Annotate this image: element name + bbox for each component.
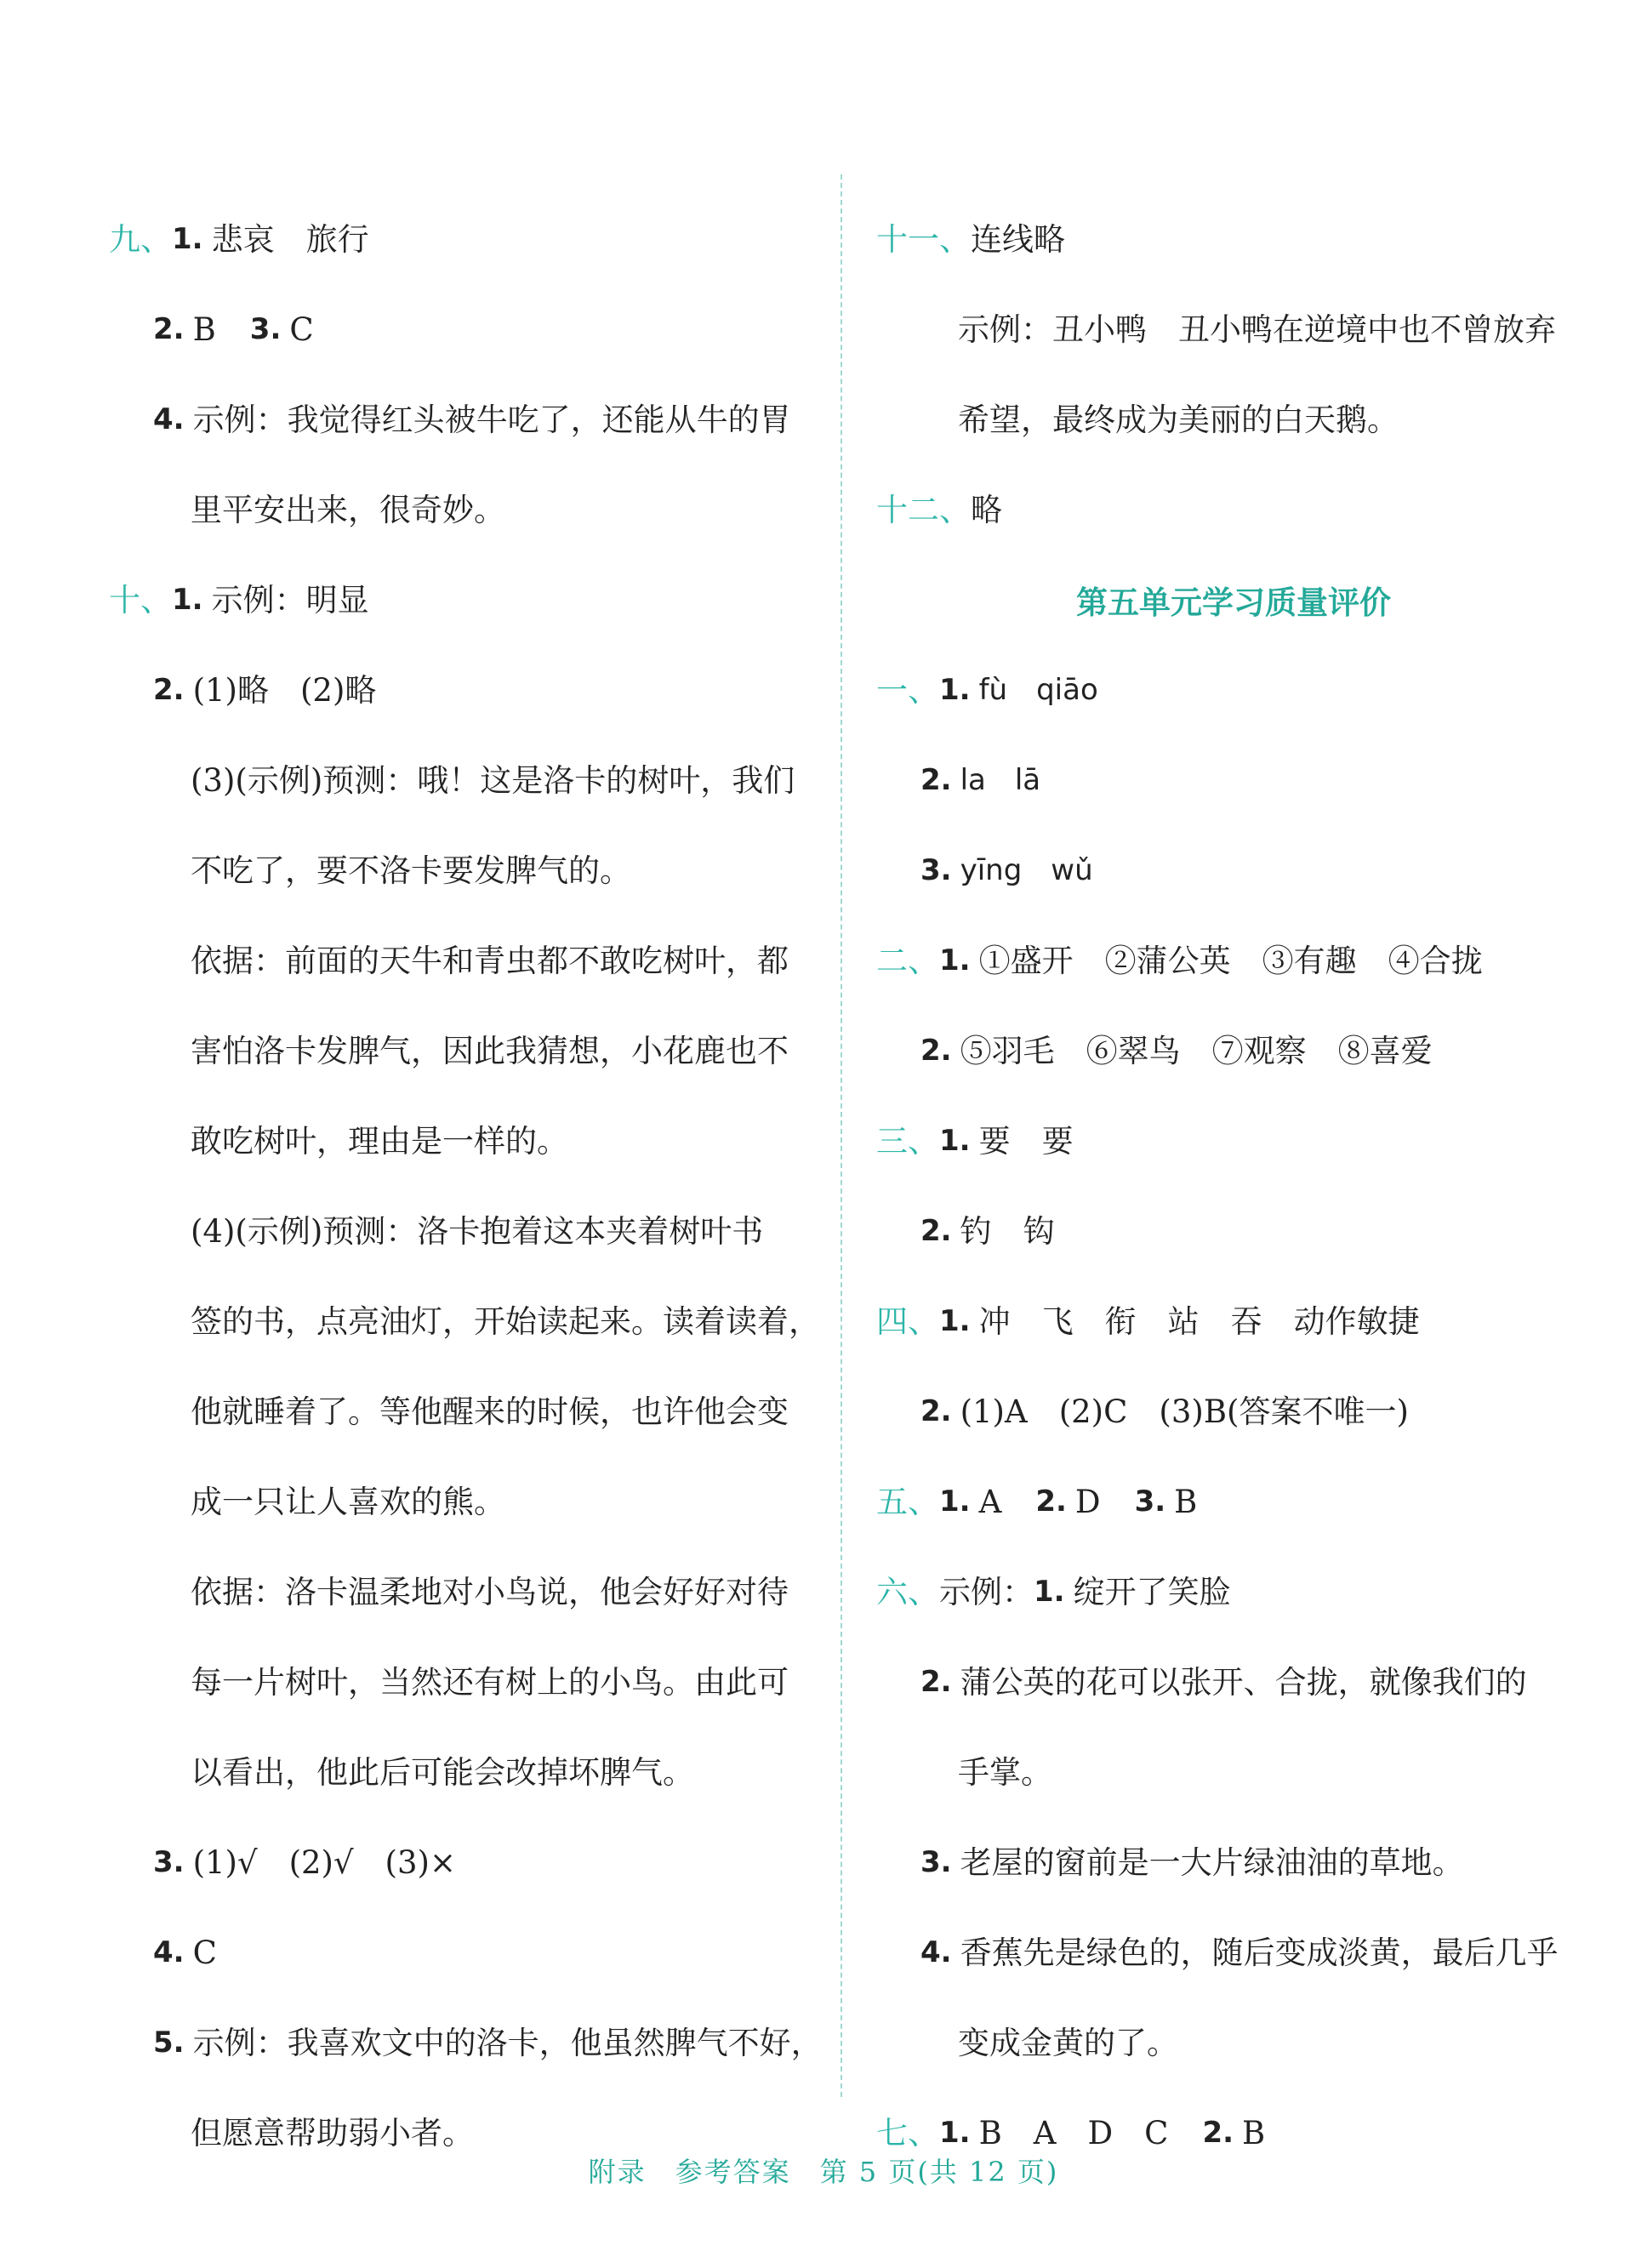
item-number: 2.	[920, 1665, 952, 1699]
answer-line	[109, 1096, 824, 1186]
answer-text: yīng wǔ	[960, 853, 1093, 887]
answer-line	[109, 1456, 824, 1547]
answer-text: B	[192, 311, 216, 348]
column-divider	[841, 174, 842, 2097]
answer-line	[109, 1997, 824, 2088]
item-number: 2.	[920, 1034, 952, 1068]
answer-line	[876, 194, 1591, 284]
item-number: 1.	[939, 673, 971, 707]
item-number: 4.	[153, 1935, 185, 1969]
answer-text: D	[1074, 1483, 1101, 1520]
question-marker: 五、	[876, 1483, 939, 1520]
answer-line	[109, 194, 824, 284]
answer-line	[109, 1547, 824, 1637]
answer-line	[876, 915, 1591, 1006]
answer-text: (4)(示例)预测：洛卡抱着这本夹着树叶书	[191, 1212, 764, 1250]
question-marker: 十、	[109, 581, 172, 618]
answer-text: 害怕洛卡发脾气，因此我猜想，小花鹿也不	[191, 1032, 789, 1069]
answer-line	[109, 825, 824, 915]
answer-line	[109, 284, 824, 374]
answer-text: 成一只让人喜欢的熊。	[191, 1483, 505, 1520]
item-number: 1.	[939, 1304, 971, 1338]
question-marker: 四、	[876, 1302, 939, 1340]
answer-text: (1)A (2)C (3)B(答案不唯一)	[960, 1393, 1409, 1430]
item-number: 2.	[153, 312, 185, 346]
answer-line	[876, 1456, 1591, 1547]
answer-text: 依据：洛卡温柔地对小鸟说，他会好好对待	[191, 1573, 789, 1610]
answer-line	[876, 464, 1591, 555]
answer-line	[109, 464, 824, 555]
answer-text: 敢吃树叶，理由是一样的。	[191, 1122, 568, 1160]
answer-text: 悲哀 旅行	[211, 220, 369, 258]
item-number: 2.	[920, 1394, 952, 1428]
answer-line	[109, 1727, 824, 1817]
answer-line	[109, 1006, 824, 1096]
item-number: 3.	[153, 1845, 185, 1879]
answer-text: 签的书，点亮油灯，开始读起来。读着读着，	[191, 1302, 820, 1340]
answer-text: 手掌。	[958, 1753, 1052, 1791]
item-number: 3.	[1134, 1484, 1166, 1519]
item-number: 3.	[249, 312, 282, 346]
answer-text: 蒲公英的花可以张开、合拢，就像我们的	[960, 1663, 1527, 1701]
answer-text: C	[192, 1934, 217, 1971]
answer-text: 变成金黄的了。	[958, 2024, 1178, 2061]
answer-line	[109, 915, 824, 1006]
answer-line	[876, 1997, 1591, 2088]
answer-text: 每一片树叶，当然还有树上的小鸟。由此可	[191, 1663, 789, 1701]
answer-line	[109, 1907, 824, 1997]
item-number: 2.	[920, 1214, 952, 1248]
answer-text: 不吃了，要不洛卡要发脾气的。	[191, 852, 631, 889]
answer-text: 钓 钩	[960, 1212, 1055, 1250]
question-marker: 九、	[109, 220, 172, 258]
answer-text: 以看出，他此后可能会改掉坏脾气。	[191, 1753, 694, 1791]
answer-line	[876, 1186, 1591, 1276]
left-column	[109, 194, 824, 2178]
question-marker: 七、	[876, 2114, 939, 2151]
answer-text: (1)√ (2)√ (3)×	[192, 1843, 456, 1881]
answer-line	[876, 735, 1591, 825]
item-number: 1.	[1034, 1575, 1065, 1609]
answer-line	[109, 735, 824, 825]
answer-text: (3)(示例)预测：哦！这是洛卡的树叶，我们	[191, 761, 795, 799]
answer-line	[876, 1817, 1591, 1907]
question-marker: 六、	[876, 1573, 939, 1610]
item-number: 1.	[939, 943, 971, 977]
answer-text: ①盛开 ②蒲公英 ③有趣 ④合拢	[978, 942, 1483, 979]
answer-text: 示例：我喜欢文中的洛卡，他虽然脾气不好，	[192, 2024, 823, 2061]
answer-text: 示例：明显	[211, 581, 369, 618]
answer-text: B	[1242, 2114, 1266, 2151]
answer-text: A	[978, 1483, 1002, 1520]
answer-line	[109, 555, 824, 645]
answer-text: 香蕉先是绿色的，随后变成淡黄，最后几乎	[960, 1934, 1559, 1971]
item-number: 1.	[939, 1484, 971, 1519]
answer-line	[876, 1276, 1591, 1366]
answer-text: fù qiāo	[978, 673, 1098, 707]
answer-text: 绽开了笑脸	[1073, 1573, 1231, 1610]
item-number: 2.	[920, 763, 952, 797]
answer-line	[876, 1547, 1591, 1637]
question-marker: 十一、	[876, 220, 971, 258]
answer-text: 连线略	[971, 220, 1065, 258]
answer-text: 略	[971, 491, 1002, 528]
answer-line	[876, 645, 1591, 735]
item-number: 1.	[172, 222, 203, 256]
right-column	[876, 194, 1591, 2178]
answer-text: 示例：我觉得红头被牛吃了，还能从牛的胃	[192, 401, 791, 438]
answer-text: B A D C	[978, 2114, 1169, 2151]
answer-line	[876, 284, 1591, 374]
answer-text: la lā	[960, 763, 1041, 797]
question-marker: 三、	[876, 1122, 939, 1160]
question-marker: 十二、	[876, 491, 971, 528]
answer-text: 冲 飞 衔 站 吞 动作敏捷	[978, 1302, 1420, 1340]
answer-line	[109, 1637, 824, 1727]
question-marker: 一、	[876, 671, 939, 709]
answer-line	[876, 1907, 1591, 1997]
answer-text: 但愿意帮助弱小者。	[191, 2114, 474, 2151]
answer-line	[109, 1817, 824, 1907]
item-number: 2.	[1035, 1484, 1067, 1519]
answer-text: 要 要	[978, 1122, 1074, 1160]
answer-text: 希望，最终成为美丽的白天鹅。	[958, 401, 1399, 438]
answer-text: C	[289, 311, 314, 348]
answer-line	[109, 1276, 824, 1366]
answer-text: 示例：丑小鸭 丑小鸭在逆境中也不曾放弃	[958, 311, 1556, 348]
answer-line	[876, 1366, 1591, 1456]
item-number: 3.	[920, 1845, 952, 1879]
answer-line	[109, 374, 824, 464]
answer-line	[876, 1096, 1591, 1186]
section-title: 第五单元学习质量评价	[1076, 584, 1391, 621]
question-marker: 二、	[876, 942, 939, 979]
answer-line	[109, 1186, 824, 1276]
page-footer: 附录 参考答案 第 5 页(共 12 页)	[588, 2156, 1059, 2188]
item-number: 2.	[153, 673, 185, 707]
answer-line	[109, 1366, 824, 1456]
item-number: 2.	[1202, 2116, 1234, 2150]
answer-prefix: 示例：	[939, 1573, 1034, 1610]
answer-text: ⑤羽毛 ⑥翠鸟 ⑦观察 ⑧喜爱	[960, 1032, 1433, 1069]
answer-text: 依据：前面的天牛和青虫都不敢吃树叶，都	[191, 942, 789, 979]
answer-text: 里平安出来，很奇妙。	[191, 491, 505, 528]
answer-text: 他就睡着了。等他醒来的时候，也许他会变	[191, 1393, 789, 1430]
item-number: 3.	[920, 853, 952, 887]
answer-line	[876, 1006, 1591, 1096]
answer-line	[109, 645, 824, 735]
item-number: 4.	[920, 1935, 952, 1969]
answer-line	[876, 825, 1591, 915]
answer-line	[876, 1727, 1591, 1817]
item-number: 1.	[172, 583, 203, 617]
answer-line	[876, 1637, 1591, 1727]
item-number: 5.	[153, 2026, 185, 2060]
answer-text: (1)略 (2)略	[192, 671, 377, 709]
item-number: 1.	[939, 1124, 971, 1158]
answer-line	[876, 374, 1591, 464]
item-number: 1.	[939, 2116, 971, 2150]
answer-text: 老屋的窗前是一大片绿油油的草地。	[960, 1843, 1464, 1881]
item-number: 4.	[153, 402, 185, 436]
answer-text: B	[1174, 1483, 1198, 1520]
